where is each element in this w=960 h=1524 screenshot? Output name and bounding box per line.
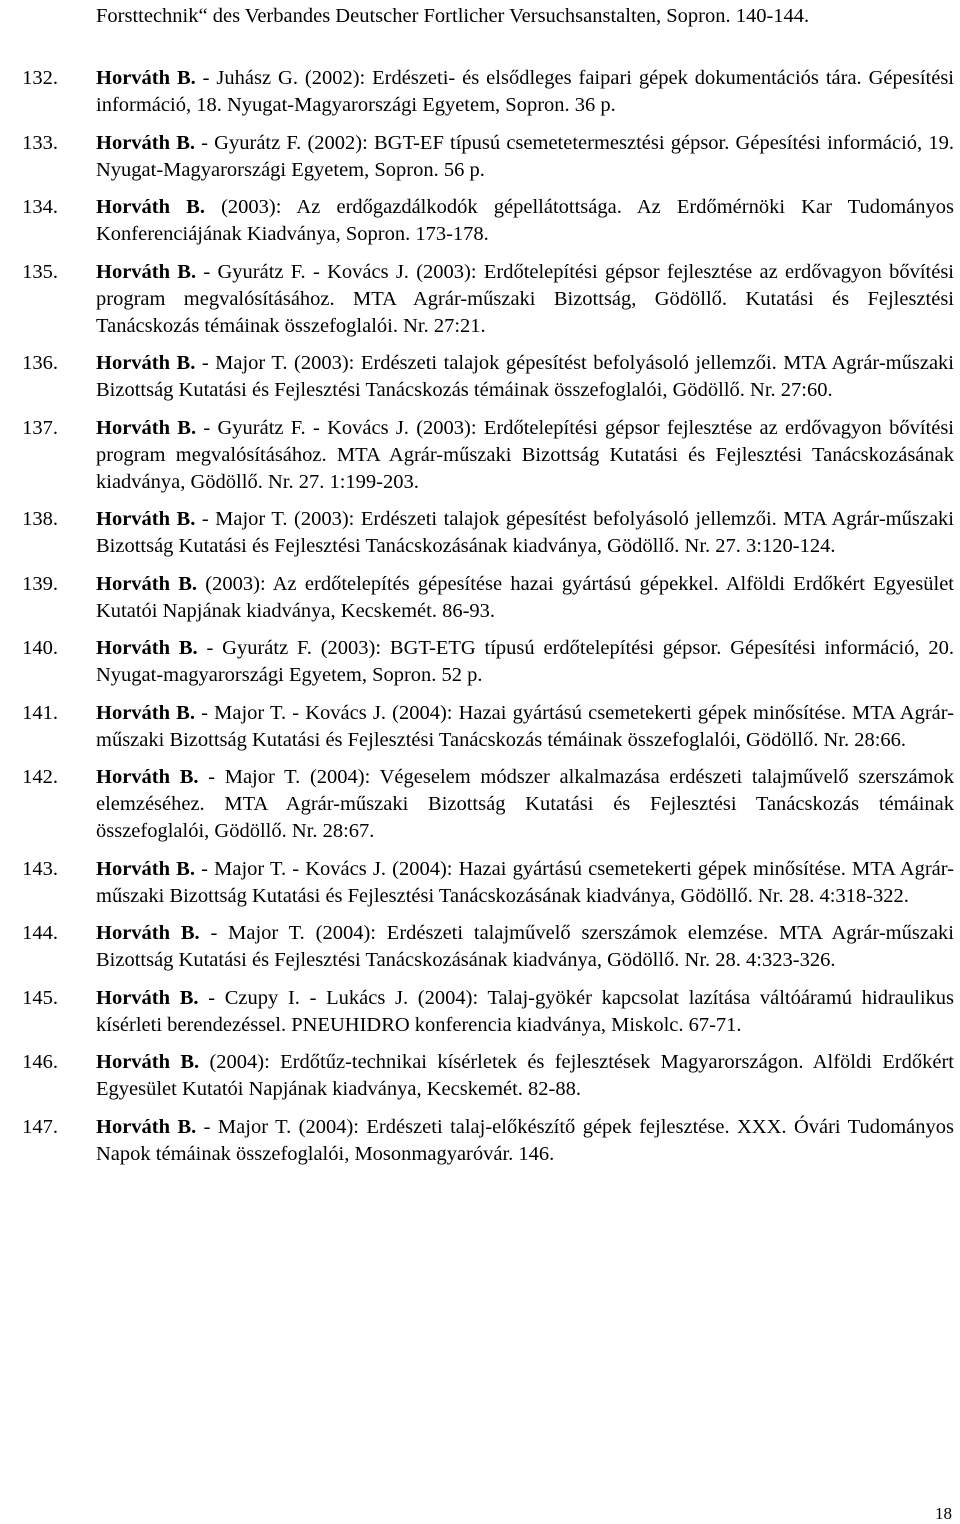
reference-text: - Juhász G. (2002): Erdészeti- és elsődleges faipari gépek dokumentációs tára. Gépesítési információ, 18. Nyugat-Magyarországi Egyetem, Sopron. 36 p. — [96, 67, 954, 116]
reference-author: Horváth B. — [96, 857, 195, 880]
reference-text: - Major T. (2003): Erdészeti talajok gépesítést befolyásoló jellemzői. MTA Agrár-műszaki Bizottság Kutatási és Fejlesztési Tanácskozás témáinak összefoglalói, Gödöllő. Nr. 27:60. — [96, 352, 954, 401]
reference-number: 133. — [22, 131, 58, 154]
reference-text: - Major T. - Kovács J. (2004): Hazai gyártású csemetekerti gépek minősítése. MTA Agrár-műszaki Bizottság Kutatási és Fejlesztési Tanácskozás témáinak összefoglalói, Gödöllő. Nr. 28:66. — [96, 701, 954, 751]
reference-item — [0, 130, 954, 184]
reference-number: 142. — [22, 766, 58, 788]
reference-author: Horváth B. — [96, 701, 195, 724]
reference-author: Horváth B. — [96, 67, 196, 89]
reference-text: - Gyurátz F. (2003): BGT-ETG típusú erdőtelepítési gépsor. Gépesítési információ, 20. Nyugat-magyarországi Egyetem, Sopron. 52 p. — [96, 637, 954, 686]
continued-reference-text: Forsttechnik“ des Verbandes Deutscher Fortlicher Versuchsanstalten, Sopron. 140-144. — [96, 5, 810, 27]
reference-item — [0, 764, 954, 845]
reference-text: - Major T. (2004): Erdészeti talaj-előkészítő gépek fejlesztése. XXX. Óvári Tudományos Napok témáinak összefoglalói, Mosonmagyaróvár. 146. — [96, 1115, 954, 1165]
reference-author: Horváth B. — [96, 196, 205, 218]
reference-text: - Gyurátz F. - Kovács J. (2003): Erdőtelepítési gépsor fejlesztése az erdővagyon bővítési program megvalósításához. MTA Agrár-műszaki Bizottság, Gödöllő. Kutatási és Fejlesztési Tanácskozás témáinak összefoglalói. Nr. 27:21. — [96, 260, 954, 337]
reference-text: (2003): Az erdőgazdálkodók gépellátottsága. Az Erdőmérnöki Kar Tudományos Konferenciájának Kiadványa, Sopron. 173-178. — [96, 196, 954, 245]
reference-text: (2003): Az erdőtelepítés gépesítése hazai gyártású gépekkel. Alföldi Erdőkért Egyesület Kutatói Napjának kiadványa, Kecskemét. 86-93. — [96, 572, 954, 622]
reference-author: Horváth B. — [96, 1051, 200, 1073]
reference-number: 134. — [22, 196, 58, 218]
reference-author: Horváth B. — [96, 922, 200, 944]
reference-number: 146. — [22, 1051, 58, 1073]
reference-number: 140. — [22, 637, 58, 659]
reference-author: Horváth B. — [96, 1115, 197, 1138]
reference-item — [0, 506, 954, 560]
reference-item — [0, 635, 954, 689]
reference-author: Horváth B. — [96, 986, 199, 1009]
reference-item — [0, 259, 954, 340]
reference-text: - Gyurátz F. (2002): BGT-EF típusú csemetetermesztési gépsor. Gépesítési információ, 19. Nyugat-Magyarországi Egyetem, Sopron. 56 p. — [96, 131, 954, 181]
reference-author: Horváth B. — [96, 766, 199, 788]
reference-author: Horváth B. — [96, 260, 197, 283]
reference-number: 132. — [22, 67, 58, 89]
reference-text: - Major T. (2004): Végeselem módszer alkalmazása erdészeti talajművelő szerszámok elemzéséhez. MTA Agrár-műszaki Bizottság Kutatási és Fejlesztési Tanácskozás témáinak összefoglalói, Gödöllő. Nr. 28:67. — [96, 766, 954, 842]
reference-number: 145. — [22, 986, 58, 1009]
reference-number: 135. — [22, 260, 58, 283]
reference-text: - Czupy I. - Lukács J. (2004): Talaj-gyökér kapcsolat lazítása váltóáramú hidraulikus kísérleti berendezéssel. PNEUHIDRO konferencia kiadványa, Miskolc. 67-71. — [96, 986, 954, 1036]
reference-item — [0, 856, 954, 910]
reference-list — [0, 65, 960, 1178]
reference-number: 136. — [22, 352, 58, 374]
reference-text: - Major T. - Kovács J. (2004): Hazai gyártású csemetekerti gépek minősítése. MTA Agrár-műszaki Bizottság Kutatási és Fejlesztési Tanácskozásának kiadványa, Gödöllő. Nr. 28. 4:318-322. — [96, 857, 954, 907]
reference-number: 138. — [22, 508, 58, 530]
reference-item — [0, 194, 954, 248]
reference-number: 141. — [22, 701, 58, 724]
reference-author: Horváth B. — [96, 416, 197, 439]
reference-item — [0, 700, 954, 754]
reference-number: 143. — [22, 857, 58, 880]
reference-item — [0, 985, 954, 1039]
reference-text: (2004): Erdőtűz-technikai kísérletek és fejlesztések Magyarországon. Alföldi Erdőkért Egyesület Kutatói Napjának kiadványa, Kecskemét. 82-88. — [96, 1051, 954, 1100]
reference-author: Horváth B. — [96, 572, 198, 595]
reference-number: 137. — [22, 416, 58, 439]
reference-author: Horváth B. — [96, 131, 195, 154]
reference-item — [0, 65, 954, 119]
reference-author: Horváth B. — [96, 508, 196, 530]
reference-number: 139. — [22, 572, 58, 595]
reference-item — [0, 415, 954, 496]
reference-number: 144. — [22, 922, 58, 944]
reference-item — [0, 920, 954, 974]
page-number: 18 — [935, 1504, 952, 1523]
reference-author: Horváth B. — [96, 352, 196, 374]
reference-item — [0, 350, 954, 404]
reference-number: 147. — [22, 1115, 58, 1138]
reference-text: - Gyurátz F. - Kovács J. (2003): Erdőtelepítési gépsor fejlesztése az erdővagyon bővítési program megvalósításához. MTA Agrár-műszaki Bizottság Kutatási és Fejlesztési Tanácskozásának kiadványa, Gödöllő. Nr. 27. 1:199-203. — [96, 416, 954, 493]
reference-item — [0, 1114, 954, 1168]
reference-text: - Major T. (2003): Erdészeti talajok gépesítést befolyásoló jellemzői. MTA Agrár-műszaki Bizottság Kutatási és Fejlesztési Tanácskozásának kiadványa, Gödöllő. Nr. 27. 3:120-124. — [96, 508, 954, 557]
reference-text: - Major T. (2004): Erdészeti talajművelő szerszámok elemzése. MTA Agrár-műszaki Bizottság Kutatási és Fejlesztési Tanácskozásának kiadványa, Gödöllő. Nr. 28. 4:323-326. — [96, 922, 955, 971]
reference-item — [0, 1049, 954, 1103]
reference-item — [0, 571, 954, 625]
reference-author: Horváth B. — [96, 637, 198, 659]
